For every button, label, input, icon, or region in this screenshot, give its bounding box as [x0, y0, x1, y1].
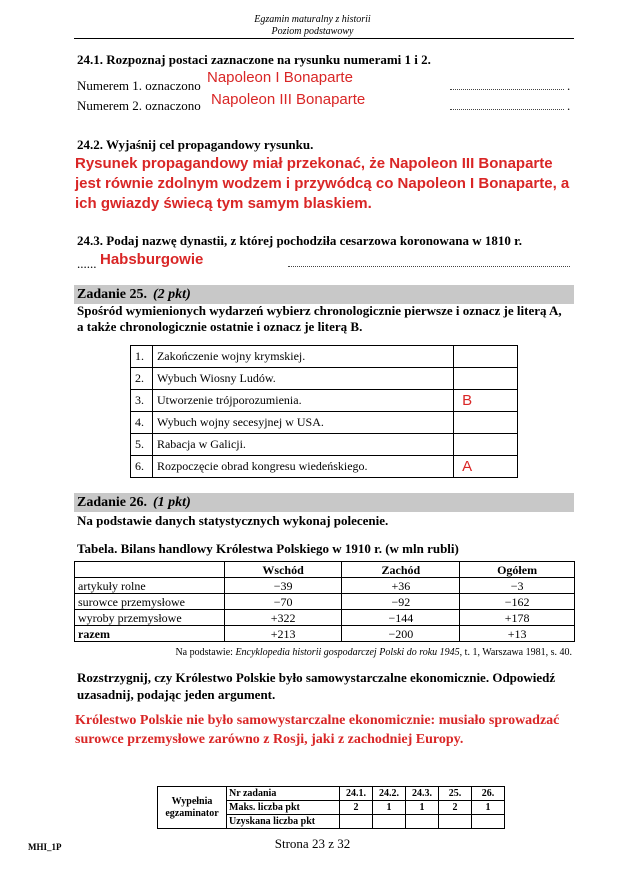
header-cell: Ogółem: [460, 562, 575, 578]
task-number-cell: 24.2.: [373, 787, 406, 801]
row-label: wyroby przemysłowe: [75, 610, 225, 626]
event-mark-cell[interactable]: [454, 412, 518, 434]
answer-line-text: surowce przemysłowe zarówno z Rosji, jaki z zachodniej Europy.: [75, 732, 464, 747]
task-25-points: (2 pkt): [153, 287, 191, 302]
answer-line-text: ich gwiazdy świecą tym samym blaskiem.: [75, 195, 372, 212]
answer-figure-2[interactable]: Napoleon III Bonaparte: [211, 91, 366, 108]
task-26-title: Zadanie 26.: [77, 495, 148, 510]
row-label: surowce przemysłowe: [75, 594, 225, 610]
header-cell: Zachód: [342, 562, 460, 578]
max-points-cell: 1: [373, 801, 406, 815]
table-row: [131, 346, 518, 368]
obtained-points-cell[interactable]: [472, 815, 505, 829]
obtained-points-cell[interactable]: [340, 815, 373, 829]
max-points-cell: 2: [340, 801, 373, 815]
exam-title: Egzamin maturalny z historii: [254, 14, 371, 25]
max-points-cell: 1: [472, 801, 505, 815]
value-west: −144: [342, 610, 460, 626]
event-number: 4.: [131, 412, 153, 434]
value-east: +322: [224, 610, 342, 626]
page-number: Strona 23 z 32: [274, 836, 351, 851]
instruction-line: a także chronologicznie ostatnie i oznacz je literą B.: [77, 319, 363, 334]
question-24-2: 24.2. Wyjaśnij cel propagandowy rysunku.: [77, 137, 314, 152]
row-label: Uzyskana liczba pkt: [227, 815, 340, 829]
value-east: +213: [224, 626, 342, 642]
value-west: −92: [342, 594, 460, 610]
task-26-question: [77, 669, 587, 703]
event-number: 5.: [131, 434, 153, 456]
label-figure-2: Numerem 2. oznaczono: [77, 98, 201, 113]
answer-line: [450, 89, 564, 90]
value-total: +13: [460, 626, 575, 642]
end-mark: .: [567, 78, 571, 93]
row-label: Maks. liczba pkt: [227, 801, 340, 815]
value-west: −200: [342, 626, 460, 642]
trade-balance-table: [74, 561, 575, 642]
value-west: +36: [342, 578, 460, 594]
table-row: [75, 626, 575, 642]
task-25-instruction: [77, 303, 587, 335]
event-text: Wybuch wojny secesyjnej w USA.: [152, 412, 453, 434]
answer-26[interactable]: [75, 711, 595, 749]
event-number: 1.: [131, 346, 153, 368]
scoring-owner-label: [158, 787, 227, 829]
task-number-cell: 26.: [472, 787, 505, 801]
table-row: [75, 578, 575, 594]
table-header-row: [75, 562, 575, 578]
task-25-header: [74, 285, 574, 304]
task-number-cell: 25.: [439, 787, 472, 801]
value-east: −70: [224, 594, 342, 610]
event-text: Zakończenie wojny krymskiej.: [152, 346, 453, 368]
event-text: Rabacja w Galicji.: [152, 434, 453, 456]
task-26-instruction: Na podstawie danych statystycznych wykonaj polecenie.: [77, 513, 389, 528]
table-row: [75, 610, 575, 626]
exam-level: Poziom podstawowy: [271, 26, 354, 37]
header-rule: [74, 38, 574, 39]
event-mark-cell[interactable]: B: [454, 390, 518, 412]
table-row: [131, 390, 518, 412]
event-mark-cell[interactable]: [454, 368, 518, 390]
value-east: −39: [224, 578, 342, 594]
answer-line-text: Królestwo Polskie nie było samowystarczalne ekonomicznie: musiało sprowadzać: [75, 713, 560, 728]
table-row: [131, 434, 518, 456]
task-number-cell: 24.3.: [406, 787, 439, 801]
max-points-cell: 2: [439, 801, 472, 815]
event-text: Rozpoczęcie obrad kongresu wiedeńskiego.: [152, 456, 453, 478]
question-24-1: 24.1. Rozpoznaj postaci zaznaczone na rysunku numerami 1 i 2.: [77, 52, 431, 67]
answer-line-text: Rysunek propagandowy miał przekonać, że Napoleon III Bonaparte: [75, 155, 553, 172]
answer-figure-1[interactable]: Napoleon I Bonaparte: [207, 69, 353, 86]
instruction-line: Spośród wymienionych wydarzeń wybierz chronologicznie pierwsze i oznacz je literą A,: [77, 303, 562, 318]
task-26-header: [74, 493, 574, 512]
value-total: +178: [460, 610, 575, 626]
table-source: [0, 647, 572, 658]
answer-line: [288, 266, 570, 267]
source-title: Encyklopedia historii gospodarczej Polski do roku 1945: [235, 647, 460, 658]
prefix-dots: ......: [77, 256, 97, 271]
task-number-cell: 24.1.: [340, 787, 373, 801]
question-line: uzasadnij, podając jeden argument.: [77, 687, 276, 702]
header-cell: [75, 562, 225, 578]
obtained-points-cell[interactable]: [373, 815, 406, 829]
event-mark-cell[interactable]: [454, 434, 518, 456]
source-suffix: , t. 1, Warszawa 1981, s. 40.: [459, 647, 572, 658]
event-number: 3.: [131, 390, 153, 412]
row-label: artykuły rolne: [75, 578, 225, 594]
owner-label-line: Wypełnia: [171, 795, 213, 807]
max-points-cell: 1: [406, 801, 439, 815]
event-mark-cell[interactable]: A: [454, 456, 518, 478]
row-label: Nr zadania: [227, 787, 340, 801]
task-25-title: Zadanie 25.: [77, 287, 148, 302]
answer-24-3[interactable]: Habsburgowie: [100, 251, 204, 268]
table-row: [131, 412, 518, 434]
event-number: 6.: [131, 456, 153, 478]
event-mark-cell[interactable]: [454, 346, 518, 368]
event-number: 2.: [131, 368, 153, 390]
event-text: Wybuch Wiosny Ludów.: [152, 368, 453, 390]
question-24-3: 24.3. Podaj nazwę dynastii, z której pochodziła cesarzowa koronowana w 1810 r.: [77, 233, 523, 248]
table-row: [131, 368, 518, 390]
label-figure-1: Numerem 1. oznaczono: [77, 78, 201, 93]
event-text: Utworzenie trójporozumienia.: [152, 390, 453, 412]
table-row: [158, 787, 505, 801]
end-mark: .: [567, 98, 571, 113]
obtained-points-cell[interactable]: [406, 815, 439, 829]
owner-label-line: egzaminator: [165, 807, 219, 819]
value-total: −162: [460, 594, 575, 610]
answer-line: [450, 109, 564, 110]
table-row: [75, 594, 575, 610]
answer-24-2[interactable]: [75, 154, 595, 214]
source-prefix: Na podstawie:: [175, 647, 233, 658]
events-table: [130, 345, 518, 478]
answer-line-text: jest równie zdolnym wodzem i przywódcą co Napoleon I Bonaparte, a: [75, 175, 570, 192]
obtained-points-cell[interactable]: [439, 815, 472, 829]
table-row: [131, 456, 518, 478]
question-line: Rozstrzygnij, czy Królestwo Polskie było samowystarczalne ekonomicznie. Odpowiedź: [77, 670, 556, 685]
value-total: −3: [460, 578, 575, 594]
table-title: Tabela. Bilans handlowy Królestwa Polskiego w 1910 r. (w mln rubli): [77, 541, 459, 556]
exam-code: MHI_1P: [28, 842, 62, 852]
row-label: razem: [75, 626, 225, 642]
header-cell: Wschód: [224, 562, 342, 578]
task-26-points: (1 pkt): [153, 495, 191, 510]
scoring-table: [157, 786, 505, 829]
